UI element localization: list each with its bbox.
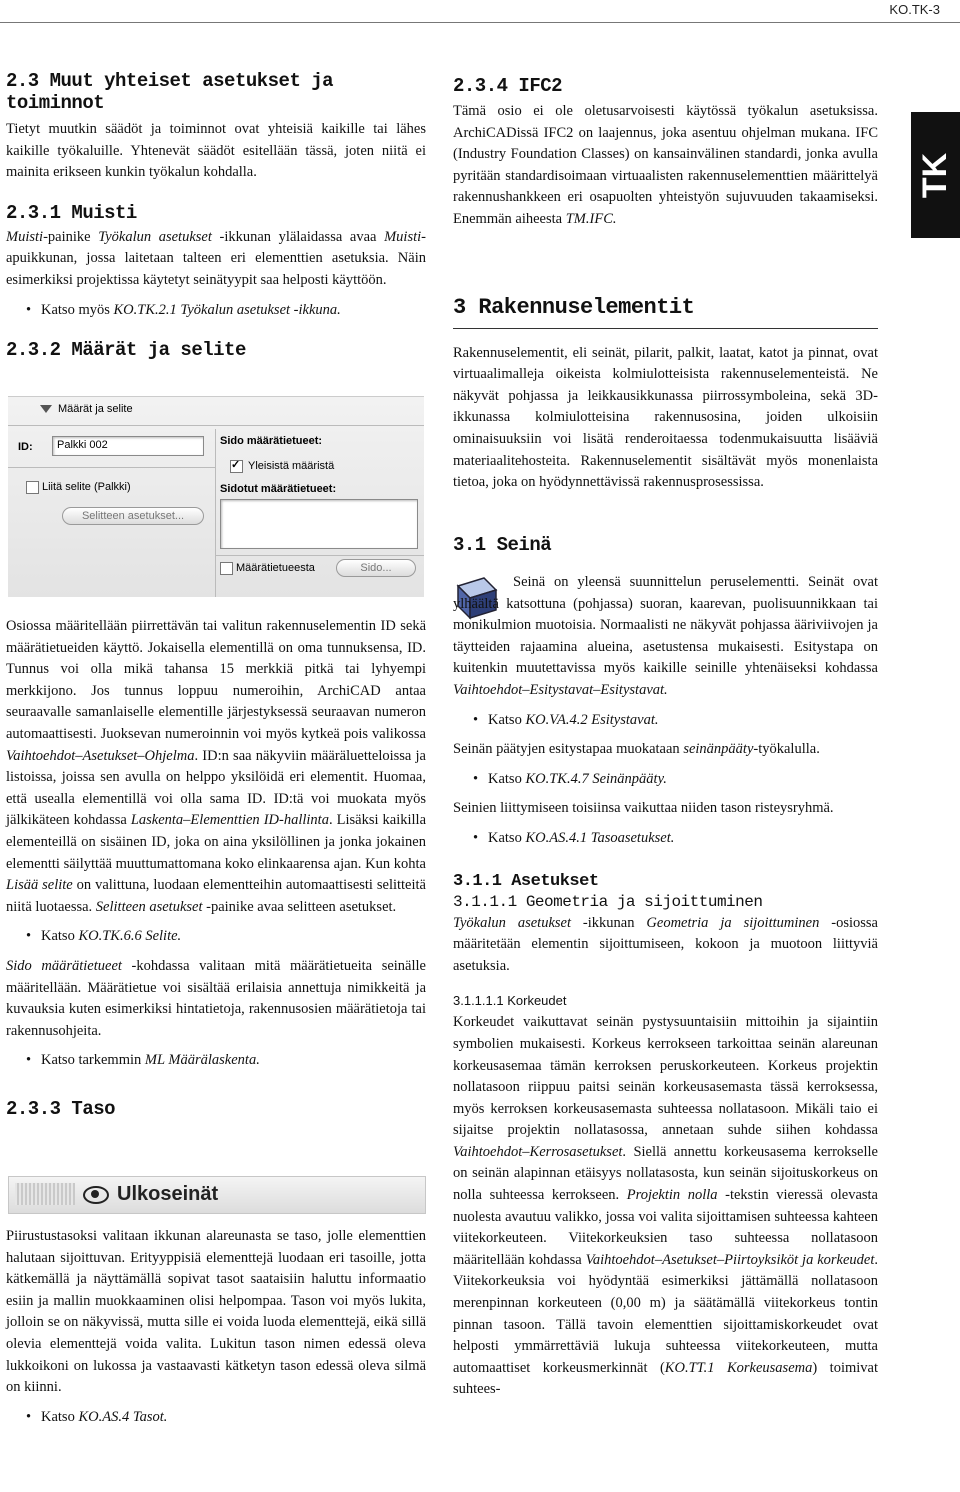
para-3-1-c: Seinien liittymiseen toisiinsa vaikuttaa niiden tason risteysryhmä. bbox=[453, 800, 834, 817]
left-column-top bbox=[6, 70, 426, 361]
link-button[interactable]: Sido... bbox=[336, 559, 416, 577]
section-tab bbox=[911, 112, 960, 238]
bullet-2-3-1: • Katso myös KO.TK.2.1 Työkalun asetukset -ikkuna. bbox=[6, 300, 426, 322]
bullet-3-1-a: • Katso KO.VA.4.2 Esitystavat. bbox=[453, 710, 878, 732]
heading-3-1-1: 3.1.1 Asetukset bbox=[453, 871, 599, 891]
right-column-top bbox=[453, 75, 878, 556]
para-2-3-3: Piirustustasoksi valitaan ikkunan alareunasta se taso, jolle elementtien halutaan sijoittuvan. Erityyppisiä elementtejä luodaan eri tasoille, jotta kätkemällä ja näyttämällä sopivat tasot saataisiin haluttu informaatio esiin ja mallin muokkaaminen olisi helpompaa. Tason voi myös lukita, jolloin se on näkyvissä, mutta sille ei voida luoda elementtejä, eikä sillä olevia elementtejä voida valita. Lukitun tason nimen edessä oleva lukkoikoni on lukossa ja vastaavasti kätketyn tason edessä oleva silmä on kiinni. bbox=[6, 1228, 426, 1396]
heading-2-3-1: 2.3.1 Muisti bbox=[6, 201, 137, 224]
left-column-mid bbox=[6, 616, 426, 1120]
heading-2-3-3: 2.3.3 Taso bbox=[6, 1097, 116, 1120]
para-2-3: Tietyt muutkin säädöt ja toiminnot ovat yhteisiä kaikille tai lähes kaikille työkaluille. Yhtenevät säädöt esitellään tässä, joten niitä ei mainita erikseen kunkin työkalun kohdalla. bbox=[6, 121, 426, 181]
page-code: KO.TK-3 bbox=[889, 2, 940, 17]
heading-3-1: 3.1 Seinä bbox=[453, 533, 552, 556]
para-2-3-4: Tämä osio ei ole oletusarvoisesti käytössä työkalun asetuksissa. ArchiCADissä IFC2 on laajennus, joka asentuu ohjelman mukana. IFC (Industry Foundation Classes) on kansainvälinen standardi, jonka avulla pyritään standardisoimaan virtuaalisten rakennuselementtien määrittelyä rakennushankkeen eri osapuolten yhteistyön sujuvuuden takaamiseksi. Enemmän aiheesta TM.IFC. bbox=[453, 103, 878, 227]
para-3-1: Seinä on yleensä suunnittelun peruselementti. Seinät ovat ylhäältä katsottuna (pohjassa) suoran, kaarevan, puolisuunnikkaan tai monikulmion muotoisia. Normaalisti ne näkyvät pohjassa ääriviivojen ja täytteiden rajaamina alueina, asetustensa mukaisesti. Esitystapa on kuitenkin muutettavissa myös kaikille seinille yhtenäiseksi kohdassa Vaihtoehdot–Esitystavat–Esitystavat. bbox=[453, 574, 878, 698]
bullet-3-1-c: • Katso KO.AS.4.1 Tasoasetukset. bbox=[453, 828, 878, 850]
para-2-3-2-b: Sido määrätietueet -kohdassa valitaan mitä määrätietueita seinälle määritellään. Määrätietue voi sisältää erilaisia annettuja nimikkeitä ja kuvauksia kuten esimerkiksi hintatietoja, rakennusosien määrätietoja tai rakennusohjeita. bbox=[6, 957, 426, 1039]
id-input[interactable] bbox=[52, 436, 204, 456]
general-quantities-checkbox[interactable] bbox=[230, 460, 243, 473]
disclosure-triangle-icon[interactable] bbox=[40, 405, 52, 413]
para-3-1-1-1: Työkalun asetukset -ikkunan Geometria ja sijoittuminen -osiossa määritetään elementin sijoittumiseen, kokoon ja muotoon liittyviä asetuksia. bbox=[453, 914, 878, 974]
heading-3-underline bbox=[453, 328, 878, 329]
quantity-legend-dialog bbox=[8, 396, 424, 597]
bullet-2-3-2-b: • Katso tarkemmin ML Määrälaskenta. bbox=[6, 1050, 426, 1072]
legend-label: Liitä selite (Palkki) bbox=[42, 481, 131, 493]
checkmark-icon: ✓ bbox=[231, 459, 241, 471]
heading-2-3: 2.3 Muut yhteiset asetukset ja toiminnot bbox=[6, 70, 334, 114]
heading-3-1-1-1: 3.1.1.1 Geometria ja sijoittuminen bbox=[453, 892, 763, 911]
eye-icon[interactable] bbox=[83, 1186, 109, 1204]
attach-label: Sido määrätietueet: bbox=[220, 435, 323, 447]
layer-name: Ulkoseinät bbox=[117, 1183, 219, 1205]
para-3-1-1-1-1: Korkeudet vaikuttavat seinän pystysuuntaisiin mittoihin ja sijaintiin symbolien mukaisesti. Korkeus kerrokseen tarkoittaa seinän alareunan korkeusasemaa tämän kerroksen peruskorkeuteen. Korkeus projektin nollatasoon riippuu paitsi seinän korkeusasemasta tässä kerroksessa, myös kerroksen korkeusasemasta suhteessa nollatasoon. Mikäli taio ei sijaitse projektin nollatasossa, annetaan suhde siihen kohdassa Vaihtoehdot–Kerrosasetukset. Siellä annettu korkeusasema kerrokselle on seinän alapinnan etäisyys nollatasosta, kun seinän sijoituskorkeus on nolla suhteessa kerrokseen. Projektin nolla -tekstin vieressä olevasta nuolesta avautuu valikko, jossa voi valita sijoittamisen suhteessa kahteen viitekorkeuteen. Viitekorkeuksien taso suhteessa nollatasoon määritellään kohdassa Vaihtoehdot–Asetukset–Piirtoyksiköt ja korkeudet. Viitekorkeuksia voi hyödyntää esimerkiksi jättämällä nollatasoon merenpinnan korkeuteen (0,00 m) ja säätämällä viitekorkeus tontin pinnan tasoon. Tällä tavoin elementtien sijoittamiskorkeudet ovat helposti ymmärrettäviä lukuja suhteessa viitekorkeuteen, mutta automaattiset korkeusmerkinnät (KO.TT.1 Korkeusasema) toimivat suhtees- bbox=[453, 1014, 878, 1398]
dialog-titlebar[interactable] bbox=[40, 403, 133, 415]
linked-label: Sidotut määrätietueet: bbox=[220, 483, 337, 495]
dialog-vertical-divider bbox=[215, 429, 216, 597]
id-input-value: Palkki 002 bbox=[57, 439, 108, 451]
bullet-3-1-b: • Katso KO.TK.4.7 Seinänpääty. bbox=[453, 769, 878, 791]
dialog-divider bbox=[8, 425, 424, 426]
right-column-mid bbox=[453, 572, 878, 1401]
layer-lock-area bbox=[15, 1183, 75, 1205]
heading-3: 3 Rakennuselementit bbox=[453, 294, 695, 320]
quantity-record-label: Määrätietueesta bbox=[236, 562, 315, 574]
para-2-3-1: Muisti-painike Työkalun asetukset -ikkunan ylälaidassa avaa Muisti-apuikkunan, jossa laitetaan talteen eri elementtien asetuksia. Näin esimerkiksi projektissa käytetyt seinätyypit saa helposti käyttöön. bbox=[6, 228, 426, 288]
dialog-title: Määrät ja selite bbox=[58, 403, 133, 415]
layer-selector[interactable] bbox=[8, 1176, 426, 1214]
bullet-2-3-2-a: • Katso KO.TK.6.6 Selite. bbox=[6, 926, 426, 948]
para-3-1-b: Seinän päätyjen esitystapaa muokataan seinänpääty-työkalulla. bbox=[453, 741, 820, 758]
para-2-3-2: Osiossa määritellään piirrettävän tai valitun rakennuselementin ID sekä määrätietueiden käyttö. Jokaisella elementillä on oma tunnuksensa, ID. Tunnus voi olla mikä tahansa 15 merkkiä pitkä tai lyhyempi merkkijono. Jos tunnus loppuu numeroihin, ArchiCAD antaa seuraavalle samanlaiselle elementille järjestyksessä seuraavan numeron automaattisesti. Juoksevan numeroinnin voi myös kytkeä pois valikossa Vaihtoehdot–Asetukset–Ohjelma. ID:n saa näkyviin määräluetteloissa ja listoissa, joissa sen avulla on helppo yksilöidä eri elementit. Huomaa, että usealla elementillä voi olla sama ID. ID:tä voi muokata myös jälkikäteen kohdassa Laskenta–Elementtien ID-hallinta. Lisäksi kaikilla elementeillä on sisäinen ID, joka on aina yksilöllinen ja jonka jokainen elementti säilyttää muuttumattomana koko elinkaarensa ajan. Kun kohta Lisää selite on valittuna, luodaan elementteihin automaattisesti selitteitä niitä luotaessa. Selitteen asetukset -painike avaa selitteen asetukset. bbox=[6, 618, 427, 915]
header-rule bbox=[0, 22, 960, 23]
linked-quantities-list[interactable] bbox=[220, 499, 418, 549]
left-column-bottom bbox=[6, 1226, 426, 1428]
heading-2-3-2: 2.3.2 Määrät ja selite bbox=[6, 339, 246, 362]
dialog-divider-right bbox=[216, 555, 424, 556]
section-tab-label: TK bbox=[915, 152, 954, 198]
para-3: Rakennuselementit, eli seinät, pilarit, palkit, laatat, katot ja pinnat, ovat virtuaalimalleja oikeista kolmiulotteisista rakennuselementeistä. Ne näkyvät pohjassa ja leikkausikkunassa piirrossymboleina, sekä 3D-ikkunassa kolmiulotteisina rakennusosina, joiden ulkoisiin ominaisuuksiin voi lisätä renderoitaessa todenmukaisuutta lisääviä materiaalitehosteita. Rakennuselementit sisältävät myös monenlaista tietoa, joka on hyödynnettävissä rakennusprosessissa. bbox=[453, 344, 878, 491]
quantity-record-checkbox[interactable] bbox=[220, 562, 233, 575]
bullet-2-3-3: • Katso KO.AS.4 Tasot. bbox=[6, 1407, 426, 1429]
heading-2-3-4: 2.3.4 IFC2 bbox=[453, 75, 563, 97]
id-label: ID: bbox=[18, 441, 33, 453]
heading-3-1-1-1-1: 3.1.1.1.1 Korkeudet bbox=[453, 993, 567, 1009]
legend-settings-button[interactable]: Selitteen asetukset... bbox=[62, 507, 204, 525]
dialog-divider-left bbox=[8, 467, 215, 468]
general-quantities-label: Yleisistä määristä bbox=[248, 460, 335, 472]
legend-checkbox[interactable] bbox=[26, 481, 39, 494]
